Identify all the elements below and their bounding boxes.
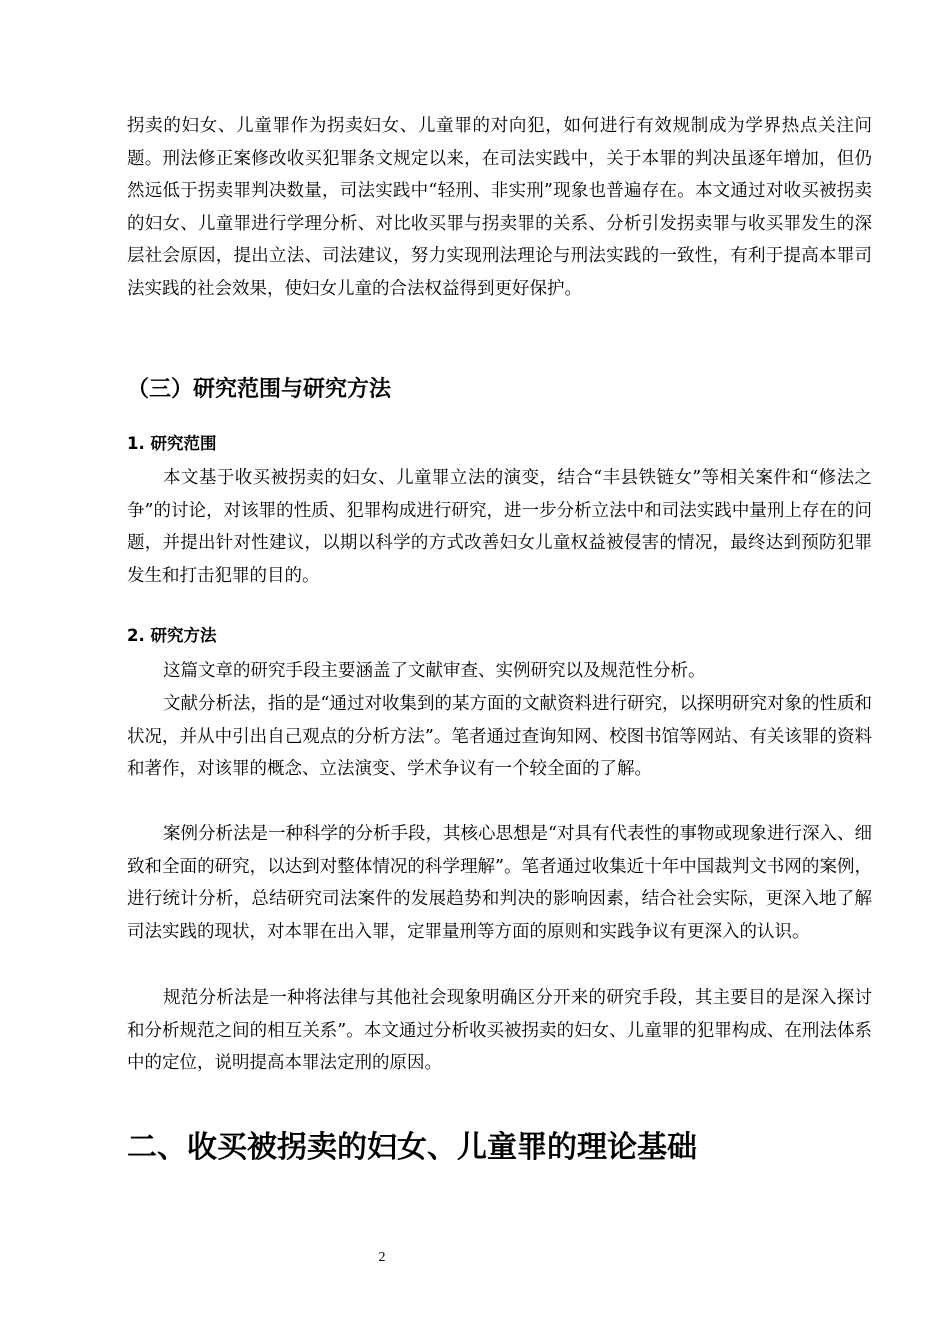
subsection-heading-research-methods: 2. 研究方法 [127,626,217,645]
chapter-heading-theoretical-basis: 二、收买被拐卖的妇女、儿童罪的理论基础 [127,1130,697,1165]
subsection-heading-research-scope: 1. 研究范围 [127,434,217,453]
section-heading-research-scope-and-methods: （三）研究范围与研究方法 [127,377,392,402]
research-scope-paragraph: 本文基于收买被拐卖的妇女、儿童罪立法的演变，结合“丰县铁链女”等相关案件和“修法之争”的讨论，对该罪的性质、犯罪构成进行研究，进一步分析立法中和司法实践中量刑上存在的问题，并提出针对性建议，以期以科学的方式改善妇女儿童权益被侵害的情况，最终达到预防犯罪发生和打击犯罪的目的。 [127,468,872,586]
methods-paragraph-normative-analysis: 规范分析法是一种将法律与其他社会现象明确区分开来的研究手段，其主要目的是深入探讨和分析规范之间的相互关系”。本文通过分析收买被拐卖的妇女、儿童罪的犯罪构成、在刑法体系中的定位，说明提高本罪法定刑的原因。 [127,988,872,1073]
methods-paragraph-overview: 这篇文章的研究手段主要涵盖了文献审查、实例研究以及规范性分析。 [163,661,706,681]
methods-paragraph-literature-analysis: 文献分析法，指的是“通过对收集到的某方面的文献资料进行研究，以探明研究对象的性质和状况，并从中引出自己观点的分析方法”。笔者通过查询知网、校图书馆等网站、有关该罪的资料和著作，对该罪的概念、立法演变、学术争议有一个较全面的了解。 [127,694,872,779]
intro-paragraph: 拐卖的妇女、儿童罪作为拐卖妇女、儿童罪的对向犯，如何进行有效规制成为学界热点关注问题。刑法修正案修改收买犯罪条文规定以来，在司法实践中，关于本罪的判决虽逐年增加，但仍然远低于拐卖罪判决数量，司法实践中“轻刑、非实刑”现象也普遍存在。本文通过对收买被拐卖的妇女、儿童罪进行学理分析、对比收买罪与拐卖罪的关系、分析引发拐卖罪与收买罪发生的深层社会原因，提出立法、司法建议，努力实现刑法理论与刑法实践的一致性，有利于提高本罪司法实践的社会效果，使妇女儿童的合法权益得到更好保护。 [127,116,872,299]
page-number: 2 [378,1250,386,1265]
methods-paragraph-case-analysis: 案例分析法是一种科学的分析手段，其核心思想是“对具有代表性的事物或现象进行深入、细致和全面的研究，以达到对整体情况的科学理解”。笔者通过收集近十年中国裁判文书网的案例，进行统计分析，总结研究司法案件的发展趋势和判决的影响因素，结合社会实际，更深入地了解司法实践的现状，对本罪在出入罪，定罪量刑等方面的原则和实践争议有更深入的认识。 [127,824,872,942]
